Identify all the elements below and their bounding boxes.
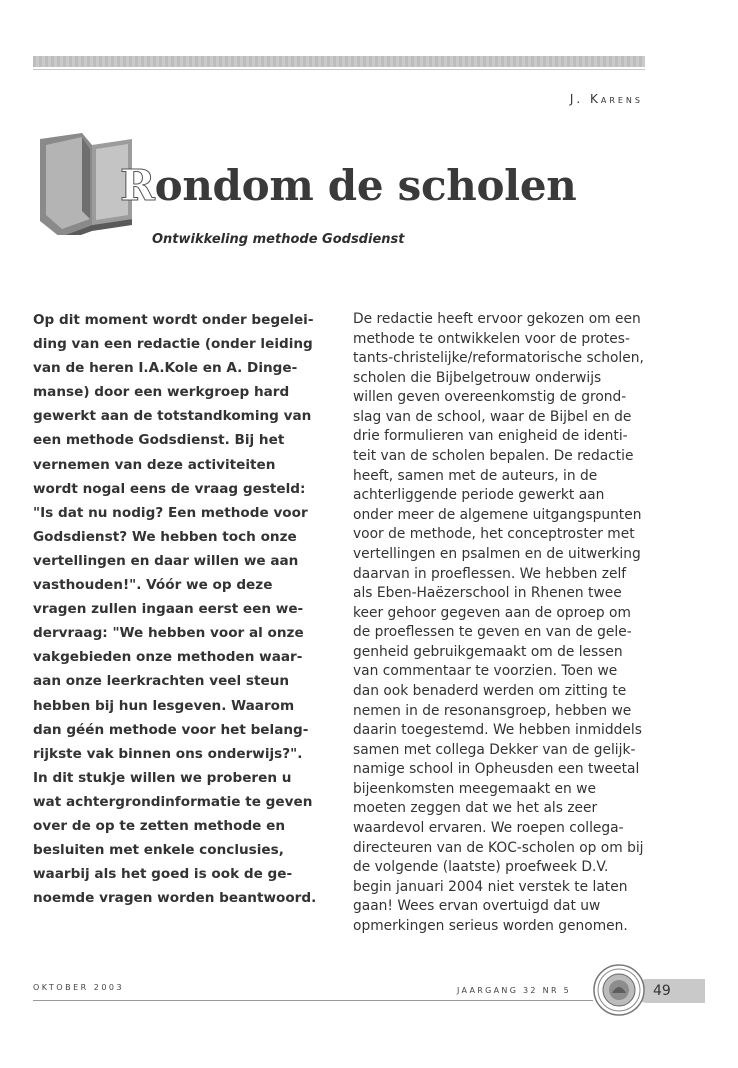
- body-line: gaan! Wees ervan overtuigd dat uw: [353, 898, 601, 915]
- body-line: van commentaar te voorzien. Toen we: [353, 663, 618, 680]
- intro-line: dan géén methode voor het belang-: [33, 721, 309, 738]
- body-line: opmerkingen serieus worden genomen.: [353, 917, 628, 934]
- intro-line: waarbij als het goed is ook de ge-: [33, 866, 293, 883]
- title-initial: R: [120, 161, 155, 210]
- intro-line: aan onze leerkrachten veel steun: [33, 673, 290, 690]
- body-line: keer gehoor gegeven aan de oproep om: [353, 604, 631, 621]
- intro-line: vasthouden!". Vóór we op deze: [33, 577, 273, 594]
- intro-line: wordt nogal eens de vraag gesteld:: [33, 480, 306, 497]
- body-line: voor de methode, het conceptroster met: [353, 526, 635, 543]
- seal-emblem-icon: [592, 963, 646, 1017]
- body-line: waardevol ervaren. We roepen collega-: [353, 820, 624, 837]
- body-line: vertellingen en psalmen en de uitwerking: [353, 545, 641, 562]
- body-column: [353, 310, 653, 937]
- body-line: dan ook benaderd werden om zitting te: [353, 682, 627, 699]
- body-line: methode te ontwikkelen voor de protes-: [353, 330, 630, 347]
- body-line: de volgende (laatste) proefweek D.V.: [353, 859, 609, 876]
- intro-line: rijkste vak binnen ons onderwijs?".: [33, 745, 303, 762]
- body-line: tants-christelijke/reformatorische scholen,: [353, 350, 644, 367]
- header-rule: [33, 69, 645, 70]
- header-bar: [33, 56, 645, 67]
- footer-rule: [33, 1000, 593, 1001]
- body-line: als Eben-Haëzerschool in Rhenen twee: [353, 585, 622, 602]
- footer-date: OKTOBER 2003: [33, 983, 125, 992]
- intro-line: vragen zullen ingaan eerst een we-: [33, 601, 304, 618]
- intro-line: een methode Godsdienst. Bij het: [33, 432, 285, 449]
- body-line: scholen die Bijbelgetrouw onderwijs: [353, 369, 602, 386]
- body-line: samen met collega Dekker van de gelijk-: [353, 741, 636, 758]
- body-line: onder meer de algemene uitgangspunten: [353, 506, 642, 523]
- body-line: genheid gebruikgemaakt om de lessen: [353, 643, 623, 660]
- intro-line: In dit stukje willen we proberen u: [33, 769, 292, 786]
- intro-line: "Is dat nu nodig? Een methode voor: [33, 504, 308, 521]
- intro-line: over de op te zetten methode en: [33, 817, 286, 834]
- body-line: slag van de school, waar de Bijbel en de: [353, 408, 632, 425]
- intro-line: gewerkt aan de totstandkoming van: [33, 408, 312, 425]
- body-line: namige school in Opheusden een tweetal: [353, 761, 640, 778]
- body-line: moeten zeggen dat we het als zeer: [353, 800, 598, 817]
- footer-issue: JAARGANG 32 NR 5: [457, 986, 572, 995]
- author-name: J. Karens: [569, 92, 643, 106]
- page-number: 49: [653, 983, 671, 999]
- intro-line: noemde vragen worden beantwoord.: [33, 890, 317, 907]
- intro-line: van de heren I.A.Kole en A. Dinge-: [33, 360, 298, 377]
- body-line: heeft, samen met de auteurs, in de: [353, 467, 598, 484]
- title-rest: ondom de scholen: [154, 161, 577, 210]
- body-line: achterliggende periode gewerkt aan: [353, 487, 605, 504]
- intro-column: [33, 308, 323, 910]
- body-line: daarin toegestemd. We hebben inmiddels: [353, 722, 642, 739]
- body-line: willen geven overeenkomstig de grond-: [353, 389, 627, 406]
- intro-line: vertellingen en daar willen we aan: [33, 552, 299, 569]
- body-line: drie formulieren van enigheid de identi-: [353, 428, 628, 445]
- intro-line: Godsdienst? We hebben toch onze: [33, 528, 297, 545]
- intro-line: Op dit moment wordt onder begelei-: [33, 312, 314, 328]
- body-line: daarvan in proeflessen. We hebben zelf: [353, 565, 627, 582]
- body-line: de proeflessen te geven en van de gele-: [353, 624, 632, 641]
- body-line: De redactie heeft ervoor gekozen om een: [353, 311, 641, 327]
- intro-line: dervraag: "We hebben voor al onze: [33, 625, 304, 642]
- article-subtitle: Ontwikkeling methode Godsdienst: [152, 232, 405, 247]
- body-line: begin januari 2004 niet verstek te laten: [353, 878, 628, 895]
- intro-line: manse) door een werkgroep hard: [33, 384, 290, 401]
- article-title: [120, 158, 577, 214]
- intro-line: ding van een redactie (onder leiding: [33, 336, 313, 353]
- intro-line: vakgebieden onze methoden waar-: [33, 649, 303, 666]
- intro-line: besluiten met enkele conclusies,: [33, 842, 284, 859]
- intro-line: vernemen van deze activiteiten: [33, 456, 276, 473]
- body-line: directeuren van de KOC-scholen op om bij: [353, 839, 644, 856]
- intro-line: wat achtergrondinformatie te geven: [33, 793, 313, 810]
- body-line: teit van de scholen bepalen. De redactie: [353, 448, 634, 465]
- body-line: bijeenkomsten meegemaakt en we: [353, 780, 596, 797]
- body-line: nemen in de resonansgroep, hebben we: [353, 702, 632, 719]
- intro-line: hebben bij hun lesgeven. Waarom: [33, 697, 295, 714]
